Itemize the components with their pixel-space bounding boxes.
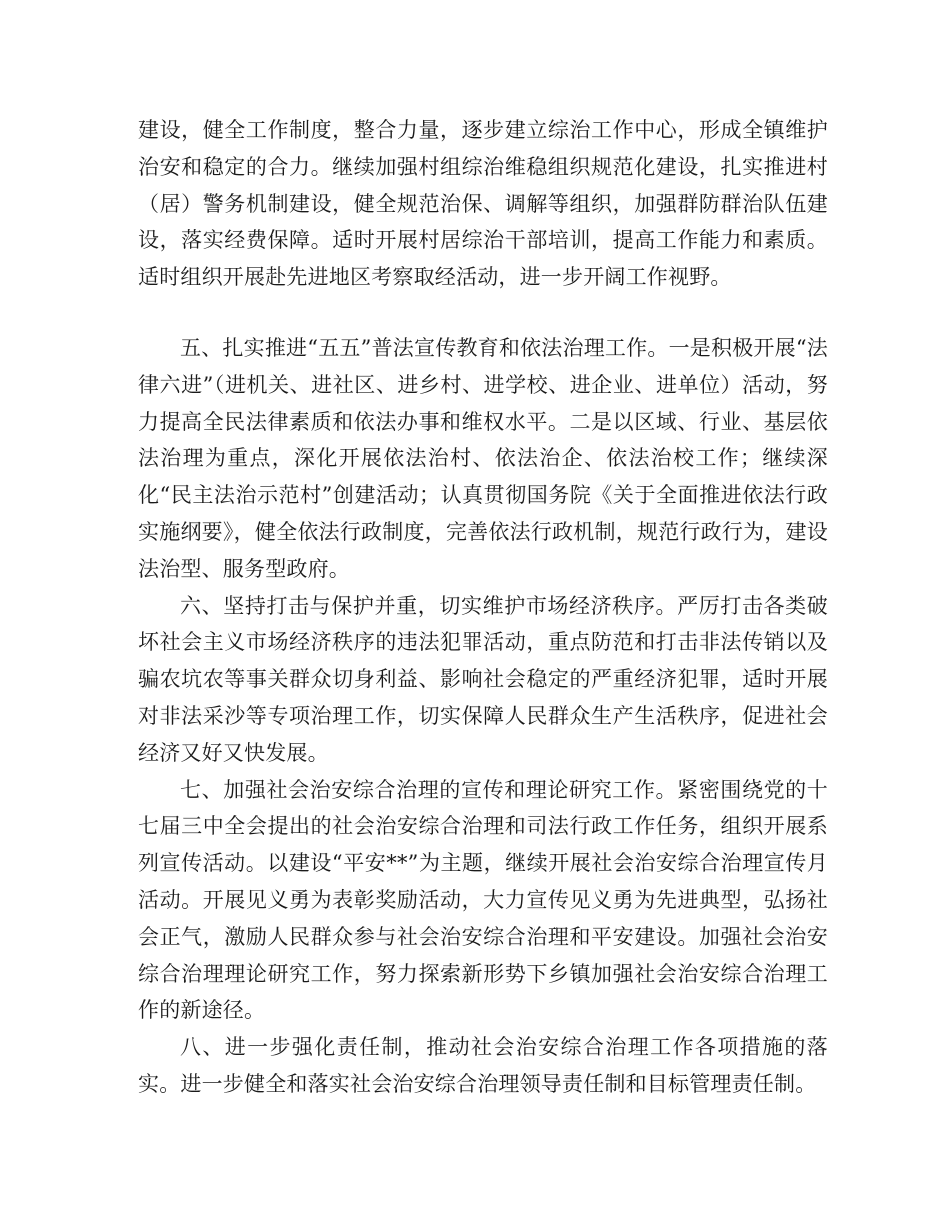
paragraph-section-5: 五、扎实推进“五五”普法宣传教育和依法治理工作。一是积极开展“法律六进”（进机关、进社区、进乡村、进学校、进企业、进单位）活动，努力提高全民法律素质和依法办事和维权水平。二是以区域、行业、基层依法治理为重点，深化开展依法治村、依法治企、依法治校工作；继续深化“民主法治示范村”创建活动；认真贯彻国务院《关于全面推进依法行政实施纲要》，健全依法行政制度，完善依法行政机制，规范行政行为，建设法治型、服务型政府。 xyxy=(138,336,828,581)
paragraph-continued: 建设，健全工作制度，整合力量，逐步建立综治工作中心，形成全镇维护治安和稳定的合力。继续加强村组综治维稳组织规范化建设，扎实推进村（居）警务机制建设，健全规范治保、调解等组织，加强群防群治队伍建设，落实经费保障。适时开展村居综治干部培训，提高工作能力和素质。适时组织开展赴先进地区考察取经活动，进一步开阔工作视野。 xyxy=(138,118,828,290)
main-text-block xyxy=(138,330,828,1103)
paragraph-section-7: 七、加强社会治安综合治理的宣传和理论研究工作。紧密围绕党的十七届三中全会提出的社会治安综合治理和司法行政工作任务，组织开展系列宣传活动。以建设“平安**”为主题，继续开展社会治安综合治理宣传月活动。开展见义勇为表彰奖励活动，大力宣传见义勇为先进典型，弘扬社会正气，激励人民群众参与社会治安综合治理和平安建设。加强社会治安综合治理理论研究工作，努力探索新形势下乡镇加强社会治安综合治理工作的新途径。 xyxy=(138,777,828,1023)
paragraph-section-6: 六、坚持打击与保护并重，切实维护市场经济秩序。严厉打击各类破坏社会主义市场经济秩序的违法犯罪活动，重点防范和打击非法传销以及骗农坑农等事关群众切身利益、影响社会稳定的严重经济犯罪，适时开展对非法采沙等专项治理工作，切实保障人民群众生产生活秩序，促进社会经济又好又快发展。 xyxy=(138,593,828,765)
continued-text-block xyxy=(138,112,828,296)
paragraph-section-8: 八、进一步强化责任制，推动社会治安综合治理工作各项措施的落实。进一步健全和落实社会治安综合治理领导责任制和目标管理责任制。 xyxy=(138,1035,828,1096)
